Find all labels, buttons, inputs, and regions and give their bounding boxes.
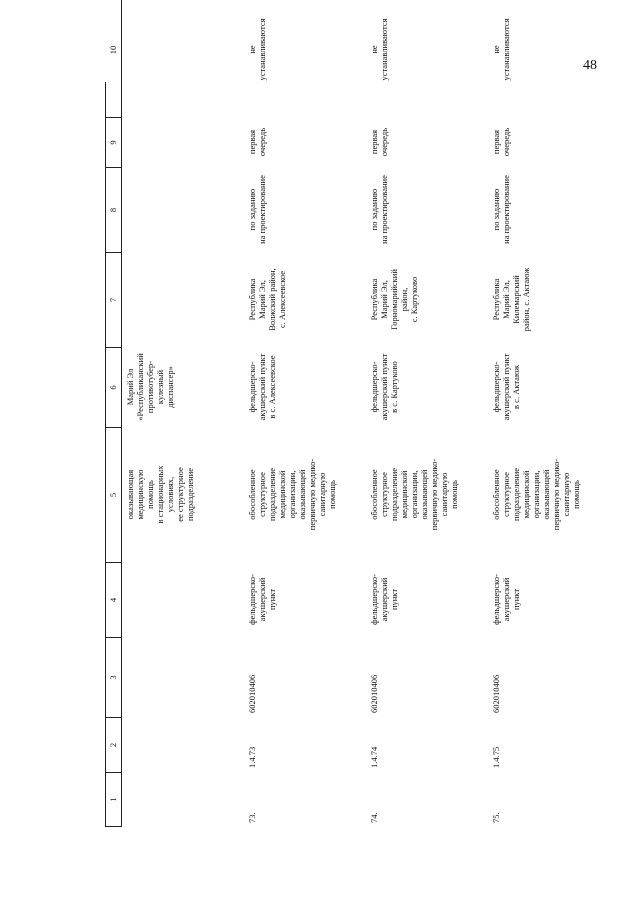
row-75-name: фельдшерско- акушерский пункт в с. Актаюж — [491, 353, 522, 421]
row-0-number — [122, 772, 244, 827]
row-0-capacity — [122, 167, 244, 252]
column-header-1: 1 — [106, 772, 122, 827]
row-73-id: 602010406 — [247, 674, 257, 713]
page-number: 48 — [583, 58, 597, 73]
row-74-description: обособленное структурное подразделение медицинской организации, оказывающей первичную медико- санитарную помощь — [369, 458, 460, 531]
row-0-code — [122, 717, 244, 772]
row-75-location: Республика Марий Эл, Килемарский район, с. Актаюж — [491, 267, 532, 332]
column-header-3: 3 — [106, 637, 122, 717]
row-74-location: Республика Марий Эл, Горномарийский район, с. Картуково — [369, 269, 420, 330]
row-73-description: обособленное структурное подразделение медицинской организации, оказывающей первичную медико- санитарную помощь — [247, 458, 338, 531]
row-75-zones: не устанавливаются — [491, 18, 512, 81]
row-73-number: 73. — [247, 812, 257, 823]
column-header-7: 7 — [106, 252, 122, 347]
row-73-stage: первая очередь — [247, 127, 268, 157]
row-73-code: 1.4.73 — [247, 746, 257, 768]
row-75-capacity: по заданию на проектирование — [491, 175, 512, 244]
row-0-name: Марий Эл «Республиканский противотубер- кулезный диспансер» — [125, 353, 176, 421]
column-header-10: 10 — [106, 0, 122, 117]
row-0-type — [122, 562, 244, 637]
row-74-capacity: по заданию на проектирование — [369, 175, 390, 244]
row-75-type: фельдшерско- акушерский пункт — [491, 574, 522, 625]
row-73-capacity: по заданию на проектирование — [247, 175, 268, 244]
row-75-stage: первая очередь — [491, 127, 512, 157]
row-74-id: 602010406 — [369, 674, 379, 713]
row-74-stage: первая очередь — [369, 127, 390, 157]
row-74-name: фельдшерско- акушерский пункт в с. Картуково — [369, 353, 400, 421]
column-header-6: 6 — [106, 347, 122, 427]
column-header-2: 2 — [106, 717, 122, 772]
row-74-zones: не устанавливаются — [369, 18, 390, 81]
row-73-type: фельдшерско- акушерский пункт — [247, 574, 278, 625]
row-73-zones: не устанавливаются — [247, 18, 268, 81]
row-0-description: оказывающая медицинскую помощь в стационарных условиях, ее структурное подразделение — [125, 465, 196, 524]
column-header-4: 4 — [106, 562, 122, 637]
row-75-id: 602010406 — [491, 674, 501, 713]
row-0-stage — [122, 117, 244, 167]
row-74-code: 1.4.74 — [369, 746, 379, 768]
row-73-name: фельдшерско- акушерский пункт в с. Алексеевское — [247, 353, 278, 421]
row-75-description: обособленное структурное подразделение медицинской организации, оказывающей первичную медико- санитарную помощь — [491, 458, 582, 531]
column-header-8: 8 — [106, 167, 122, 252]
row-0-zones — [122, 0, 244, 117]
column-header-5: 5 — [106, 427, 122, 562]
row-0-id — [122, 637, 244, 717]
row-75-code: 1.4.75 — [491, 746, 501, 768]
row-74-number: 74. — [369, 812, 379, 823]
row-75-number: 75. — [491, 812, 501, 823]
column-header-9: 9 — [106, 117, 122, 167]
row-74-type: фельдшерско- акушерский пункт — [369, 574, 400, 625]
row-73-location: Республика Марий Эл, Волжский район, с. Алексеевское — [247, 268, 288, 331]
row-0-location — [122, 252, 244, 347]
